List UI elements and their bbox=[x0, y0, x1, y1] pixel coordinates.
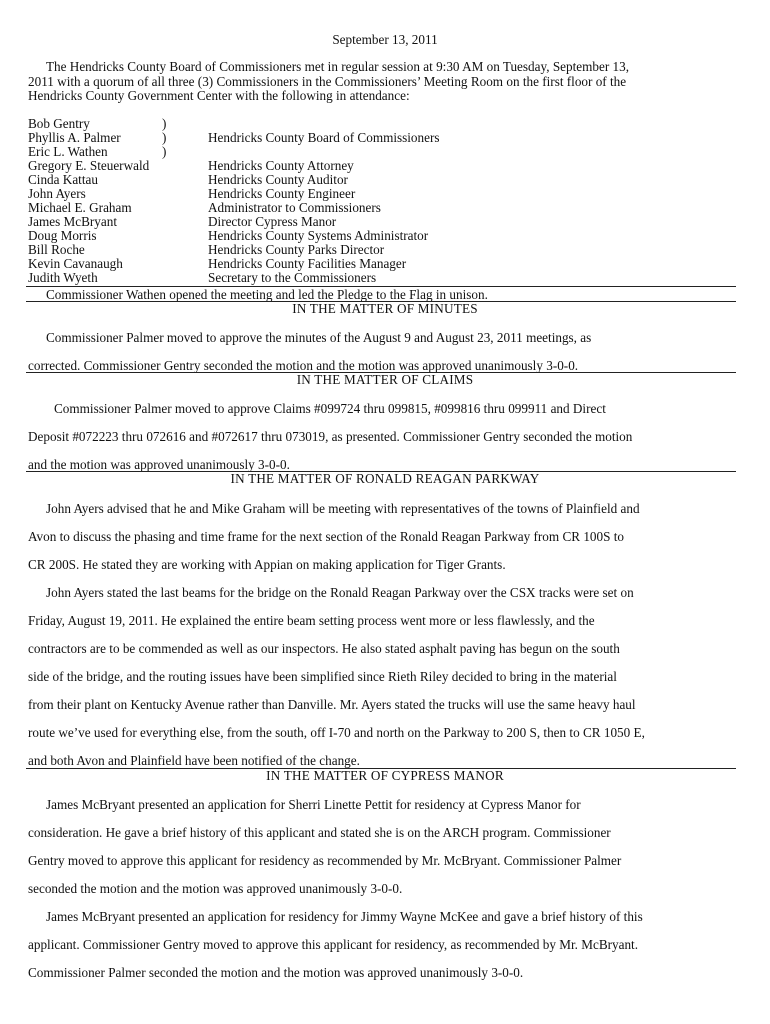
attendee-bracket: ) bbox=[162, 130, 167, 145]
section-heading-parkway: IN THE MATTER OF RONALD REAGAN PARKWAY bbox=[230, 471, 540, 486]
section-heading-cypress: IN THE MATTER OF CYPRESS MANOR bbox=[266, 768, 504, 783]
attendee-name: Doug Morris bbox=[28, 228, 97, 243]
paragraph-line: Deposit #072223 thru 072616 and #072617 thru 073019, as presented. Commissioner Gentry seconded the motion bbox=[28, 429, 633, 444]
paragraph-line: CR 200S. He stated they are working with Appian on making application for Tiger Grants. bbox=[28, 557, 506, 572]
paragraph-line: Friday, August 19, 2011. He explained the entire beam setting process went more or less flawlessly, and the bbox=[28, 613, 595, 628]
section-heading-claims: IN THE MATTER OF CLAIMS bbox=[296, 372, 474, 387]
attendee-role: Hendricks County Auditor bbox=[208, 172, 348, 187]
section-heading-minutes: IN THE MATTER OF MINUTES bbox=[292, 301, 478, 316]
paragraph-line: and the motion was approved unanimously 3-0-0. bbox=[28, 457, 290, 472]
attendee-name: Gregory E. Steuerwald bbox=[28, 158, 150, 173]
intro-line: 2011 with a quorum of all three (3) Commissioners in the Commissioners’ Meeting Room on the first floor of the bbox=[28, 73, 627, 89]
paragraph-line: route we’ve used for everything else, from the south, off I-70 and north on the Parkway to 200 S, then to CR 1050 E, bbox=[28, 725, 645, 740]
attendee-name: Cinda Kattau bbox=[28, 172, 98, 187]
paragraph-line: Avon to discuss the phasing and time frame for the next section of the Ronald Reagan Parkway from CR 100S to bbox=[28, 529, 625, 544]
paragraph-line: seconded the motion and the motion was approved unanimously 3-0-0. bbox=[28, 881, 403, 896]
meeting-date: September 13, 2011 bbox=[332, 32, 438, 47]
paragraph-line: Commissioner Palmer moved to approve Claims #099724 thru 099815, #099816 thru 099911 and Direct bbox=[54, 401, 606, 416]
attendee-role: Hendricks County Systems Administrator bbox=[208, 228, 429, 243]
attendee-name: James McBryant bbox=[28, 214, 117, 229]
intro-paragraph bbox=[28, 60, 744, 104]
paragraph-line: side of the bridge, and the routing issues have been simplified since Rieth Riley decided to bring in the material bbox=[28, 669, 617, 684]
attendee-bracket: ) bbox=[162, 144, 167, 159]
attendee-name: Eric L. Wathen bbox=[28, 144, 108, 159]
paragraph-line: contractors are to be commended as well as our inspectors. He also stated asphalt paving has begun on the south bbox=[28, 641, 620, 656]
attendee-role: Director Cypress Manor bbox=[208, 214, 337, 229]
attendee-role: Hendricks County Engineer bbox=[208, 186, 356, 201]
paragraph-line: John Ayers stated the last beams for the bridge on the Ronald Reagan Parkway over the CSX tracks were set on bbox=[46, 585, 634, 600]
attendee-role: Hendricks County Board of Commissioners bbox=[208, 130, 440, 145]
paragraph-line: Commissioner Palmer seconded the motion and the motion was approved unanimously 3-0-0. bbox=[28, 965, 524, 980]
paragraph-line: from their plant on Kentucky Avenue rather than Danville. Mr. Ayers stated the trucks will use the same heavy haul bbox=[28, 697, 636, 712]
attendee-name: Michael E. Graham bbox=[28, 200, 132, 215]
attendee-role: Hendricks County Facilities Manager bbox=[208, 256, 407, 271]
paragraph-line: applicant. Commissioner Gentry moved to approve this applicant for residency, as recommended by Mr. McBryant. bbox=[28, 937, 639, 952]
intro-line: Hendricks County Government Center with the following in attendance: bbox=[28, 88, 410, 103]
attendee-role: Secretary to the Commissioners bbox=[208, 270, 377, 285]
intro-line: The Hendricks County Board of Commissioners met in regular session at 9:30 AM on Tuesday, September 13, bbox=[46, 59, 629, 74]
attendee-name: Phyllis A. Palmer bbox=[28, 130, 121, 145]
attendee-name: Kevin Cavanaugh bbox=[28, 256, 123, 271]
paragraph-line: and both Avon and Plainfield have been notified of the change. bbox=[28, 753, 360, 768]
attendee-role: Administrator to Commissioners bbox=[208, 200, 381, 215]
paragraph-line: John Ayers advised that he and Mike Graham will be meeting with representatives of the towns of Plainfield and bbox=[46, 501, 640, 516]
attendee-name: Bob Gentry bbox=[28, 116, 90, 131]
attendee-name: Judith Wyeth bbox=[28, 270, 98, 285]
attendee-bracket: ) bbox=[162, 116, 167, 131]
attendee-name: John Ayers bbox=[28, 186, 86, 201]
paragraph-line: consideration. He gave a brief history of this applicant and stated she is on the ARCH program. Commissioner bbox=[28, 825, 611, 840]
paragraph-line: corrected. Commissioner Gentry seconded the motion and the motion was approved unanimously 3-0-0. bbox=[28, 358, 579, 373]
paragraph-line: James McBryant presented an application for Sherri Linette Pettit for residency at Cypress Manor for bbox=[46, 797, 581, 812]
paragraph-line: James McBryant presented an application for residency for Jimmy Wayne McKee and gave a brief history of this bbox=[46, 909, 643, 924]
attendee-name: Bill Roche bbox=[28, 242, 85, 257]
attendee-role: Hendricks County Parks Director bbox=[208, 242, 385, 257]
paragraph-line: Commissioner Palmer moved to approve the minutes of the August 9 and August 23, 2011 meetings, as bbox=[46, 330, 592, 345]
opening-statement: Commissioner Wathen opened the meeting and led the Pledge to the Flag in unison. bbox=[46, 287, 488, 302]
paragraph-line: Gentry moved to approve this applicant for residency as recommended by Mr. McBryant. Commissioner Palmer bbox=[28, 853, 622, 868]
attendee-role: Hendricks County Attorney bbox=[208, 158, 354, 173]
